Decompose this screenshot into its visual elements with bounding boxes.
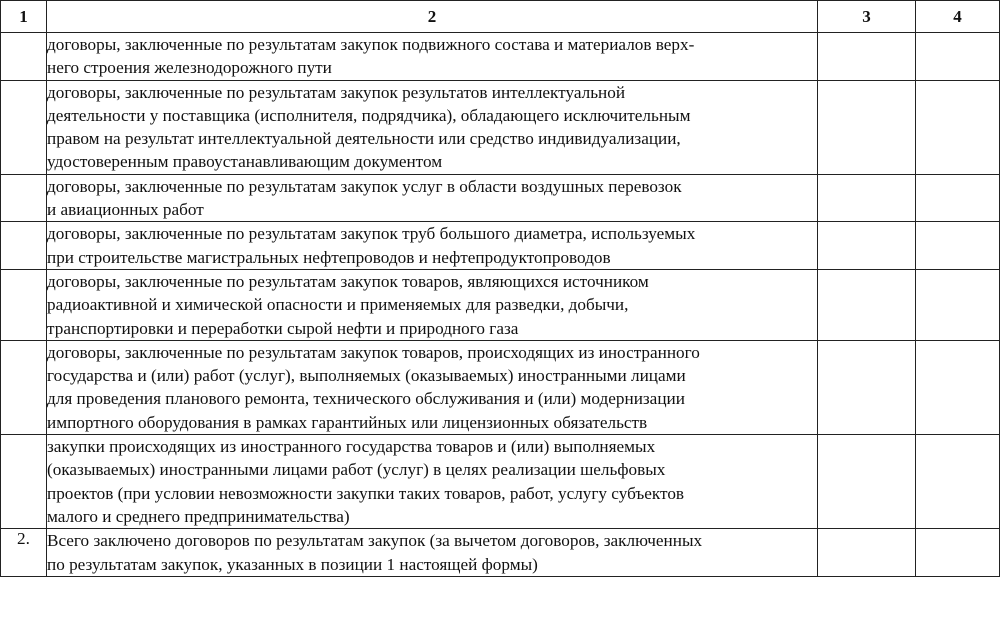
table-row — [1, 435, 1000, 529]
table-row — [1, 222, 1000, 270]
row-number-cell — [1, 340, 47, 434]
row-description-cell — [47, 33, 818, 81]
header-col-4: 4 — [916, 1, 1000, 33]
description-line: деятельности у поставщика (исполнителя, подрядчика), обладающего исключительным — [47, 105, 691, 125]
description-line: договоры, заключенные по результатам закупок подвижного состава и материалов верх- — [47, 35, 695, 54]
table-row — [1, 80, 1000, 174]
row-number-cell — [1, 174, 47, 222]
description-line: транспортировки и переработки сырой нефти и природного газа — [47, 318, 519, 338]
value-cell-col-3 — [818, 174, 916, 222]
row-description-cell — [47, 269, 818, 340]
value-cell-col-4 — [916, 340, 1000, 434]
description-line: государства и (или) работ (услуг), выполняемых (оказываемых) иностранными лицами — [47, 366, 686, 386]
description-line: договоры, заключенные по результатам закупок товаров, происходящих из иностранного — [47, 342, 700, 362]
row-description-cell — [47, 529, 818, 577]
table-body — [1, 33, 1000, 577]
description-line: радиоактивной и химической опасности и применяемых для разведки, добычи, — [47, 295, 629, 315]
row-description-cell — [47, 222, 818, 270]
description-line: импортного оборудования в рамках гарантийных или лицензионных обязательств — [47, 412, 648, 432]
row-description-cell — [47, 174, 818, 222]
value-cell-col-4 — [916, 435, 1000, 529]
value-cell-col-4 — [916, 222, 1000, 270]
row-number-cell — [1, 435, 47, 529]
row-description-cell — [47, 435, 818, 529]
row-description-cell — [47, 80, 818, 174]
value-cell-col-4 — [916, 174, 1000, 222]
table-row — [1, 340, 1000, 434]
description-line: удостоверенным правоустанавливающим документом — [47, 152, 443, 172]
value-cell-col-3 — [818, 80, 916, 174]
header-row — [1, 1, 1000, 33]
description-line: него строения железнодорожного пути — [47, 58, 332, 78]
header-col-1: 1 — [1, 1, 47, 33]
description-line: при строительстве магистральных нефтепроводов и нефтепродуктопроводов — [47, 247, 611, 267]
value-cell-col-3 — [818, 269, 916, 340]
table-row — [1, 529, 1000, 577]
description-line: для проведения планового ремонта, технического обслуживания и (или) модернизации — [47, 389, 685, 409]
value-cell-col-4 — [916, 33, 1000, 81]
value-cell-col-3 — [818, 222, 916, 270]
row-number-cell — [1, 80, 47, 174]
description-line: договоры, заключенные по результатам закупок услуг в области воздушных перевозок — [47, 176, 682, 196]
row-number-cell — [1, 269, 47, 340]
description-line: договоры, заключенные по результатам закупок результатов интеллектуальной — [47, 82, 626, 102]
header-col-2: 2 — [47, 1, 818, 33]
row-number-cell — [1, 33, 47, 81]
description-line: (оказываемых) иностранными лицами работ (услуг) в целях реализации шельфовых — [47, 460, 666, 480]
description-line: Всего заключено договоров по результатам закупок (за вычетом договоров, заключенных — [47, 531, 703, 551]
description-line: договоры, заключенные по результатам закупок труб большого диаметра, используемых — [47, 224, 696, 244]
description-line: по результатам закупок, указанных в позиции 1 настоящей формы) — [47, 554, 538, 574]
table-row — [1, 269, 1000, 340]
value-cell-col-4 — [916, 269, 1000, 340]
row-number-cell: 2. — [1, 529, 47, 577]
value-cell-col-4 — [916, 80, 1000, 174]
header-col-3: 3 — [818, 1, 916, 33]
value-cell-col-3 — [818, 340, 916, 434]
row-description-cell — [47, 340, 818, 434]
description-line: правом на результат интеллектуальной деятельности или средство индивидуализации, — [47, 129, 681, 149]
description-line: договоры, заключенные по результатам закупок товаров, являющихся источником — [47, 271, 649, 291]
value-cell-col-3 — [818, 33, 916, 81]
table-row — [1, 33, 1000, 81]
row-number-cell — [1, 222, 47, 270]
table-row — [1, 174, 1000, 222]
description-line: и авиационных работ — [47, 200, 204, 220]
value-cell-col-3 — [818, 529, 916, 577]
description-line: закупки происходящих из иностранного государства товаров и (или) выполняемых — [47, 437, 656, 457]
description-line: малого и среднего предпринимательства) — [47, 506, 350, 526]
value-cell-col-3 — [818, 435, 916, 529]
value-cell-col-4 — [916, 529, 1000, 577]
description-line: проектов (при условии невозможности закупки таких товаров, работ, услугу субъектов — [47, 483, 685, 503]
